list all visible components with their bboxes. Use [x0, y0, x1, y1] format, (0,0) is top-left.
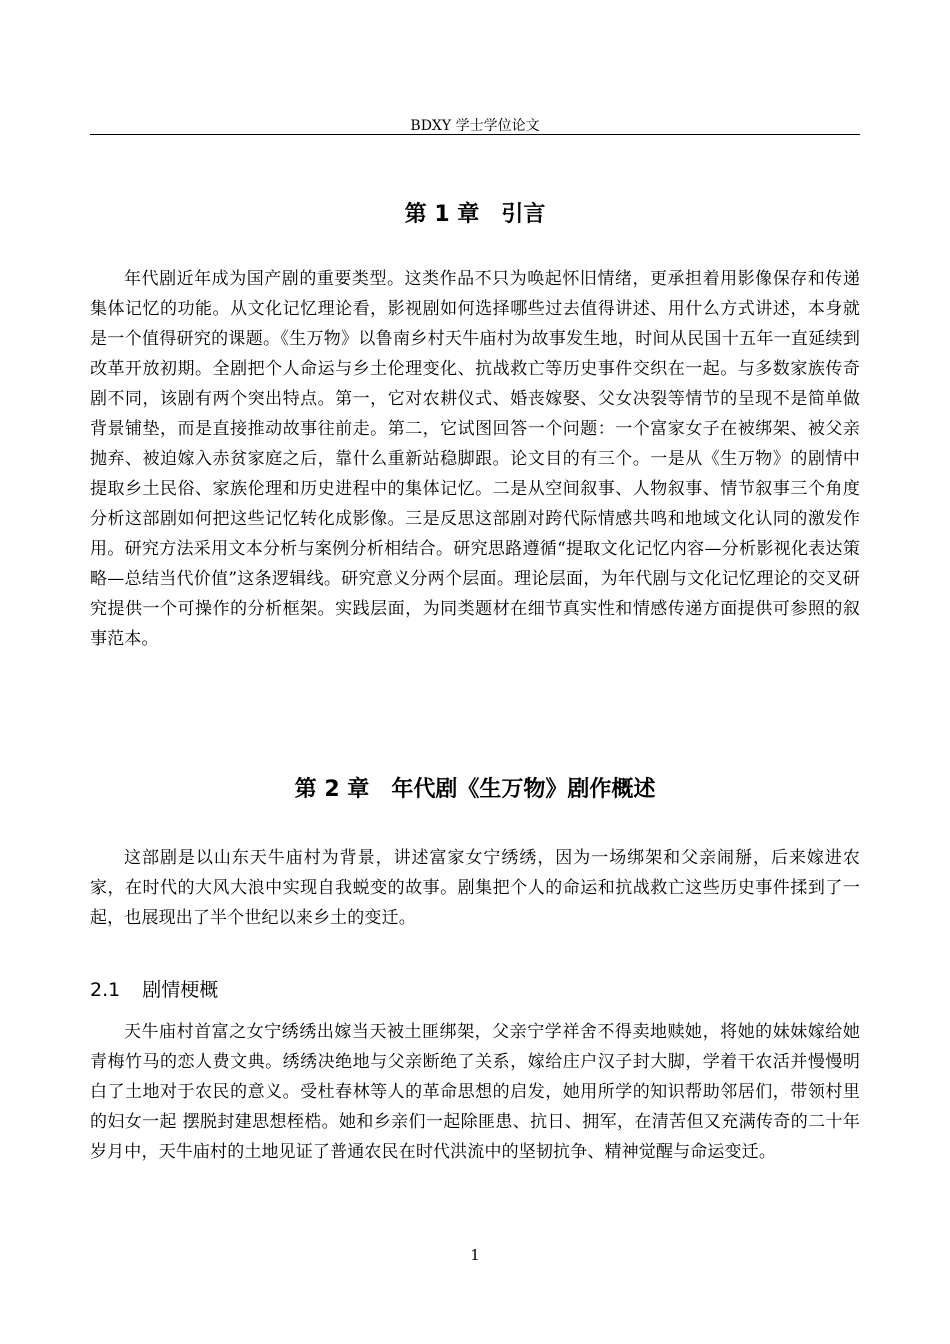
chapter-2-title [0, 775, 950, 805]
chapter-2-number: 第 2 章 [294, 777, 370, 802]
section-2-1-number: 2.1 [90, 979, 121, 1001]
chapter-1-title [0, 200, 950, 230]
section-2-1-name: 剧情梗概 [142, 979, 219, 1001]
chapter-1-name: 引言 [501, 202, 546, 227]
header-rule [90, 134, 860, 135]
page-number: 1 [470, 1246, 480, 1264]
chapter-2-paragraph: 这部剧是以山东天牛庙村为背景，讲述富家女宁绣绣，因为一场绑架和父亲闹掰，后来嫁进农家，在时代的大风大浪中实现自我蜕变的故事。剧集把个人的命运和抗战救亡这些历史事件揉到了一起，也展现出了半个世纪以来乡土的变迁。 [90, 848, 860, 928]
running-header: BDXY 学士学位论文 [410, 118, 540, 134]
section-2-1-paragraph: 天牛庙村首富之女宁绣绣出嫁当天被土匪绑架，父亲宁学祥舍不得卖地赎她，将她的妹妹嫁给她青梅竹马的恋人费文典。绣绣决绝地与父亲断绝了关系，嫁给庄户汉子封大脚，学着干农活并慢慢明白了土地对于农民的意义。受杜春林等人的革命思想的启发，她用所学的知识帮助邻居们，带领村里的妇女一起 摆脱封建思想桎梏。她和乡亲们一起除匪患、抗日、拥军，在清苦但又充满传奇的二十年岁月中，天牛庙村的土地见证了普通农民在时代洪流中的坚韧抗争、精神觉醒与命运变迁。 [90, 1022, 860, 1162]
section-2-1-title [90, 975, 218, 1005]
chapter-1-number: 第 1 章 [404, 202, 480, 227]
chapter-2-name: 年代剧《生万物》剧作概述 [391, 777, 656, 802]
chapter-1-paragraph: 年代剧近年成为国产剧的重要类型。这类作品不只为唤起怀旧情绪，更承担着用影像保存和传递集体记忆的功能。从文化记忆理论看，影视剧如何选择哪些过去值得讲述、用什么方式讲述，本身就是一个值得研究的课题。《生万物》以鲁南乡村天牛庙村为故事发生地，时间从民国十五年一直延续到改革开放初期。全剧把个人命运与乡土伦理变化、抗战救亡等历史事件交织在一起。与多数家族传奇剧不同，该剧有两个突出特点。第一，它对农耕仪式、婚丧嫁娶、父女决裂等情节的呈现不是简单做背景铺垫，而是直接推动故事往前走。第二，它试图回答一个问题：一个富家女子在被绑架、被父亲抛弃、被迫嫁入赤贫家庭之后，靠什么重新站稳脚跟。论文目的有三个。一是从《生万物》的剧情中提取乡土民俗、家族伦理和历史进程中的集体记忆。二是从空间叙事、人物叙事、情节叙事三个角度分析这部剧如何把这些记忆转化成影像。三是反思这部剧对跨代际情感共鸣和地域文化认同的激发作用。研究方法采用文本分析与案例分析相结合。研究思路遵循“提取文化记忆内容—分析影视化表达策略—总结当代价值”这条逻辑线。研究意义分两个层面。理论层面，为年代剧与文化记忆理论的交叉研究提供一个可操作的分析框架。实践层面，为同类题材在细节真实性和情感传递方面提供可参照的叙事范本。 [90, 269, 860, 649]
